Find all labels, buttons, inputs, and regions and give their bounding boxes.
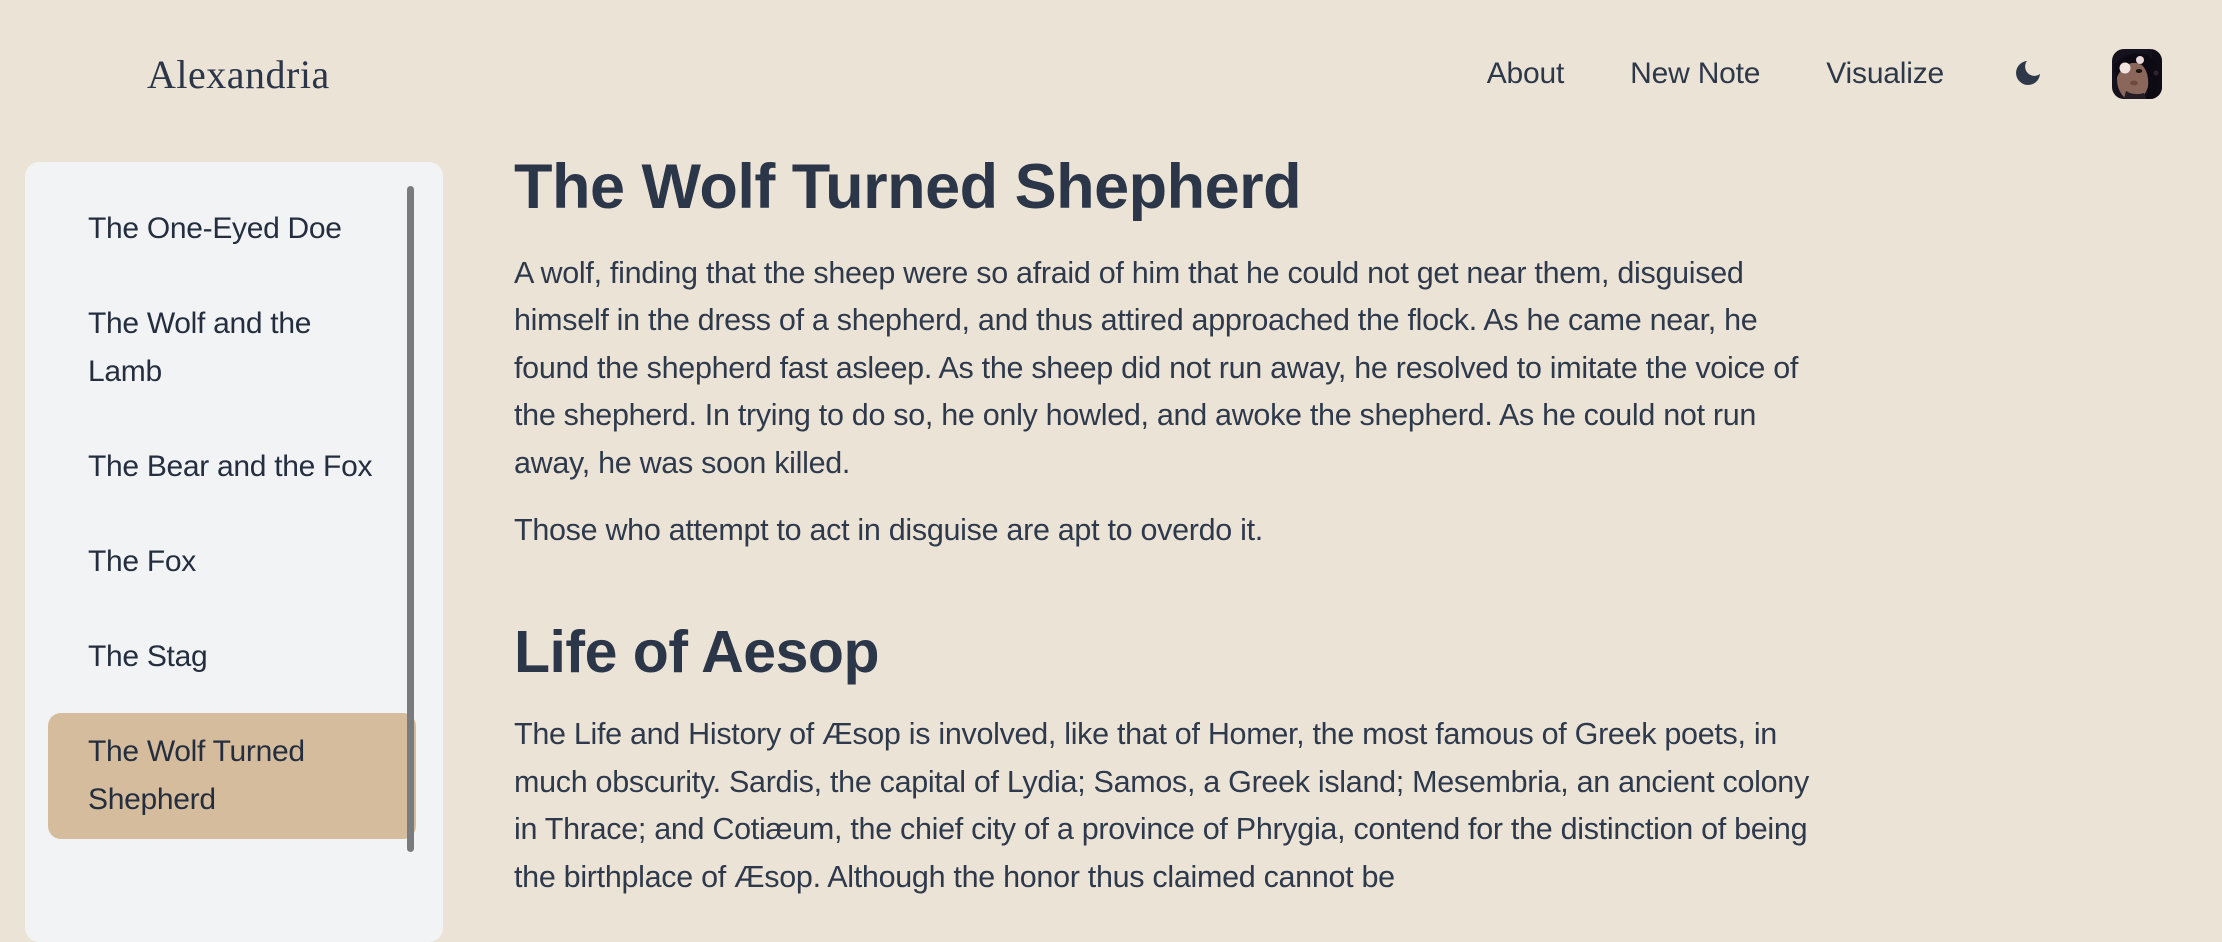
sidebar-item-wolf-turned-shepherd[interactable]: The Wolf Turned Shepherd [48, 713, 416, 839]
app-logo[interactable]: Alexandria [147, 51, 330, 97]
sidebar-item-wolf-and-lamb[interactable]: The Wolf and the Lamb [88, 307, 312, 388]
sidebar-item-bear-and-fox[interactable]: The Bear and the Fox [88, 450, 373, 483]
section-paragraph: The Life and History of Æsop is involved, like that of Homer, the most famous of Greek poets, in much obscurity. Sardis, the capital of Lydia; Samos, a Greek island; Mesembria, an ancient colony in Thrace; and Cotiæum, the chief city of a province of Phrygia, contend for the distinction of being the birthplace of Æsop. Although the honor thus claimed cannot be [514, 717, 1809, 894]
note-content [514, 0, 1836, 901]
nav-new-note[interactable]: New Note [1630, 57, 1761, 90]
note-moral: Those who attempt to act in disguise are apt to overdo it. [514, 513, 1263, 548]
theme-toggle-button[interactable] [2010, 56, 2046, 92]
user-avatar-photo [2112, 49, 2162, 99]
notes-sidebar [25, 162, 443, 942]
note-paragraph: A wolf, finding that the sheep were so afraid of him that he could not get near them, disguised himself in the dress of a shepherd, and thus attired approached the flock. As he came near, he found the shepherd fast asleep. As the sheep did not run away, he resolved to imitate the voice of the shepherd. In trying to do so, he only howled, and awoke the shepherd. As he could not run away, he was soon killed. [514, 255, 1799, 480]
sidebar-item-stag[interactable]: The Stag [88, 640, 208, 673]
nav-about[interactable]: About [1486, 57, 1565, 90]
sidebar-scrollbar-thumb[interactable] [407, 186, 414, 852]
note-title: The Wolf Turned Shepherd [514, 152, 1302, 222]
note-list [25, 162, 443, 876]
user-avatar[interactable] [2112, 49, 2162, 99]
moon-icon [2012, 57, 2044, 92]
sidebar-item-fox[interactable]: The Fox [88, 545, 196, 578]
section-title: Life of Aesop [514, 618, 879, 685]
sidebar-item-one-eyed-doe[interactable]: The One-Eyed Doe [88, 212, 342, 245]
nav-visualize[interactable]: Visualize [1826, 57, 1944, 90]
